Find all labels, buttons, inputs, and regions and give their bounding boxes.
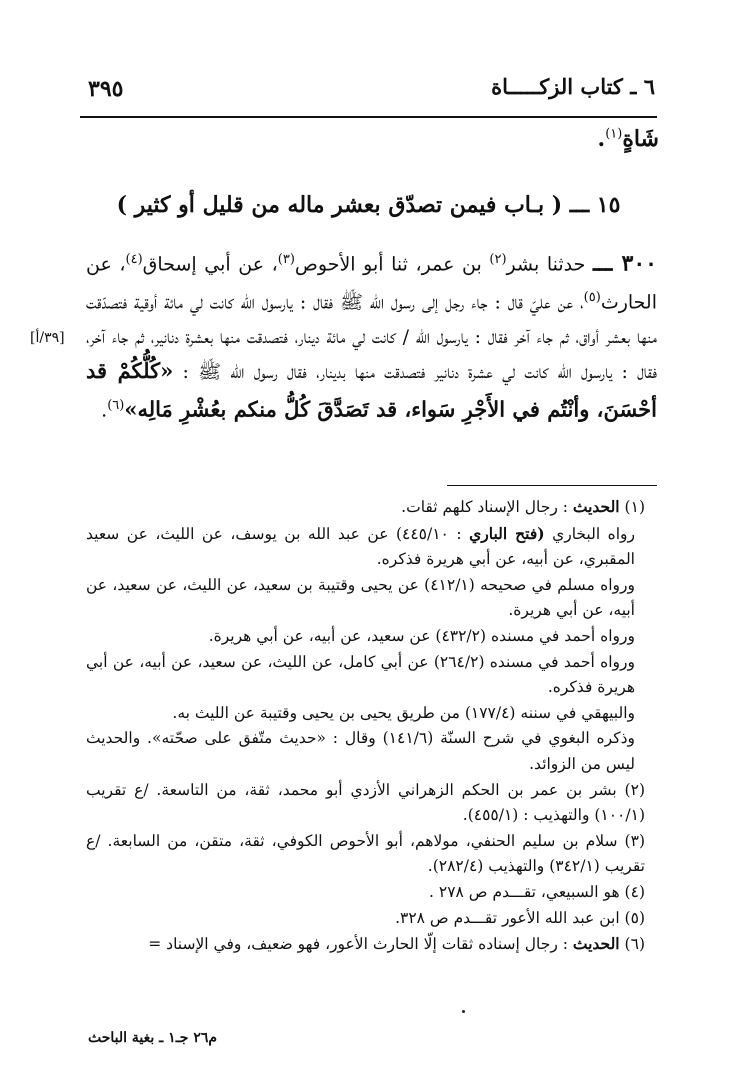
footnote-1-bayhaqi: والبيهقي في سننه (١٧٧/٤) من طريق يحيى بن يحيى وقتيبة عن الليث به. [172, 703, 635, 722]
header-rule [80, 116, 657, 118]
bottom-signature: م٢٦ جـ١ ـ بغية الباحث [88, 1030, 218, 1046]
footnote-3: (٣) سلام بن سليم الحنفي، مولاهم، أبو الأحوص الكوفي، ثقة، متقن، من السابعة. /ع تقريب (٣٤٢/١) والتهذيب (٢٨٢/٤). [86, 831, 645, 876]
footnote-1 [86, 494, 655, 521]
footnote-1-bukhari [86, 521, 655, 573]
footnote-1-fath-albari: (فتح الباري [469, 523, 545, 543]
footnote-1-ahmad-b: ورواه أحمد في مسنده (٢٦٤/٢) عن أبي كامل، عن الليث، عن سعيد، عن أبيه، عن أبي هريرة فذكره. [86, 652, 635, 697]
hadith-part-1: حدثنا بشر [506, 253, 586, 276]
hadith-part-5: ، عن عليّ قال : جاء رجل إلى رسول الله ﷺ فقال : يارسول الله كانت لي مائة أوقية فتصدّقت منها بعشر أواق، ثم جاء آخر فقال : يارسول الله / كانت لي مائة دينار، فتصدقت منها بعشرة دنانير، ثم جاء آخر، فقال : يارسول الله كانت لي عشرة دنانير فتصدقت منها بدينار، فقال رسول الله ﷺ : [86, 291, 657, 383]
footnote-1-muslim: ورواه مسلم في صحيحه (٤١٢/١) عن يحيى وقتيبة بن سعيد، عن الليث، عن سعيد، عن أبيه، عن أبي هريرة. [86, 575, 635, 620]
footnote-1-bukhari-lead: رواه البخاري [544, 524, 636, 543]
footnote-marker-3: (٣) [277, 252, 295, 267]
hadith-part-3: ، عن أبي إسحاق [142, 253, 278, 276]
chapter-heading: ١٥ ـــ ( بـاب فيمن تصدّق بعشر ماله من قليل أو كثير ) [116, 192, 621, 218]
footnotes [86, 494, 655, 958]
footnote-1-ahmad-a: ورواه أحمد في مسنده (٤٣٢/٢) عن سعيد، عن أبيه، عن أبي هريرة. [208, 626, 635, 645]
footnote-5: (٥) ابن عبد الله الأعور تقـــدم ص ٣٢٨. [395, 908, 645, 927]
footnote-marker-6: (٦) [107, 397, 125, 413]
footnote-1-label: الحديث [572, 497, 620, 516]
footnote-6 [86, 931, 655, 958]
hadith-text [86, 243, 657, 427]
carry-over-text [598, 126, 659, 152]
hadith-end: . [101, 398, 108, 421]
hadith-part-4: ، عن الحارث [86, 253, 657, 314]
footnote-1-baghawi: وذكره البغوي في شرح السنّة (١٤١/٦) وقال : «حديث متّفق على صحّته». والحديث ليس من الزوائد. [86, 729, 636, 773]
footnote-marker-5: (٥) [583, 290, 601, 306]
page-header [70, 70, 655, 104]
footnote-1-text: : رجال الإسناد كلهم ثقات. [401, 498, 573, 516]
footnote-1-number: (١) [624, 498, 645, 516]
footnote-6-number: (٦) [624, 935, 645, 954]
hadith-number: ٣٠٠ ـــ [592, 250, 657, 277]
footnote-marker-4: (٤) [125, 252, 143, 267]
footnote-separator [447, 485, 657, 486]
footnote-marker-2: (٢) [489, 252, 507, 267]
footnote-marker-1: (١) [605, 126, 623, 142]
footnote-6-label: الحديث [572, 934, 620, 954]
carry-over-tail: . [597, 126, 606, 152]
page-number: ٣٩٥ [88, 76, 124, 102]
footnote-1-bukhari-rest: : ٤٤٥/١٠) عن عبد الله بن يوسف، عن الليث، عن سعيد المقبري، عن أبيه، عن أبي هريرة فذكره. [86, 524, 635, 569]
footnote-4: (٤) هو السبيعي، تقـــدم ص ٢٧٨ . [429, 882, 645, 901]
hadith-part-2: بن عمر، ثنا أبو الأحوص [294, 253, 490, 276]
running-title: ٦ ـ كتاب الزكـــــاة [491, 74, 655, 99]
carry-over-word: شَاةٍ [622, 126, 659, 152]
prophetic-quote: «كُلُّكُمْ قد أحْسَنَ، وأنْتُم في الأَجْرِ سَواء، قد تَصَدَّقَ كُلُّ منكم بعُشْرِ مَالِه» [86, 357, 657, 421]
page-dot [462, 1010, 465, 1013]
footnote-6-text: : رجال إسناده ثقات إلّا الحارث الأعور، فهو ضعيف، وفي الإسناد = [148, 935, 573, 954]
margin-folio-reference: [٣٩/أ] [30, 330, 65, 346]
footnote-2: (٢) بشر بن عمر بن الحكم الزهراني الأزدي أبو محمد، ثقة، من التاسعة. /ع تقريب (١٠٠/١) والتهذيب : (٤٥٥/١). [86, 780, 645, 825]
